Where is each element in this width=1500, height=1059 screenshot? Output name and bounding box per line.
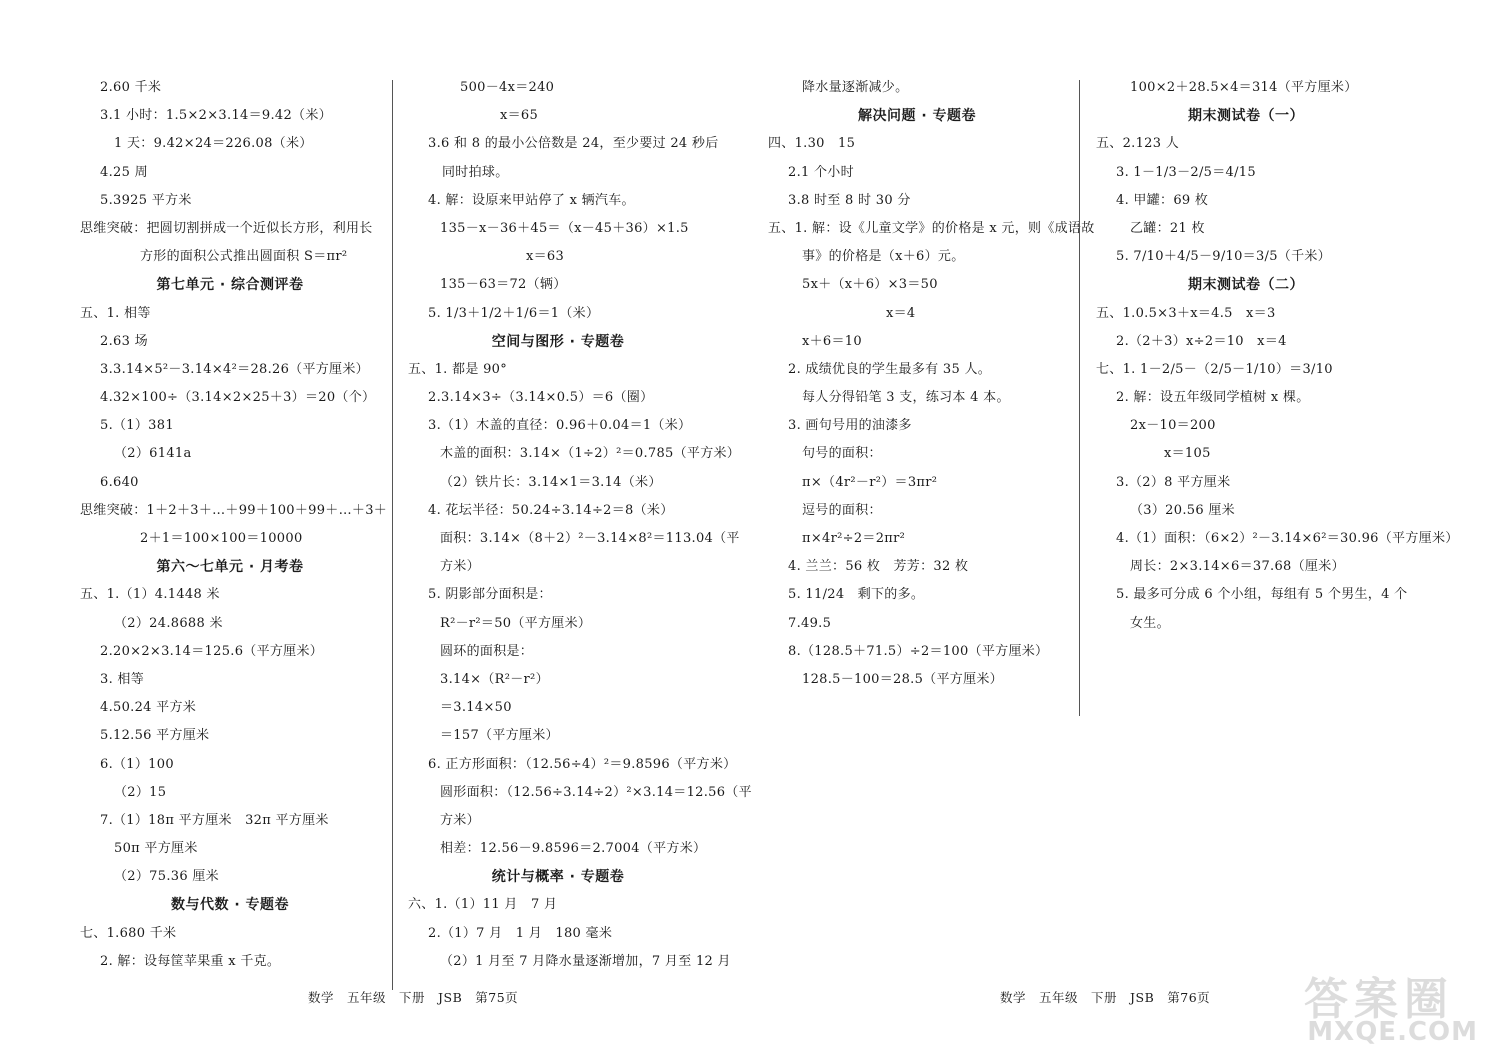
- answer-line: 方形的面积公式推出圆面积 S＝πr²: [140, 249, 348, 265]
- answer-line: 3.6 和 8 的最小公倍数是 24，至少要过 24 秒后: [428, 136, 719, 152]
- answer-line: 128.5－100＝28.5（平方厘米）: [802, 671, 1003, 687]
- answer-line: 7.49.5: [788, 615, 832, 631]
- answer-line: R²－r²＝50（平方厘米）: [440, 615, 592, 631]
- answer-line: 乙罐：21 枚: [1130, 220, 1205, 236]
- answer-line: （2）75.36 厘米: [114, 869, 219, 885]
- answer-line: 3.8 时至 8 时 30 分: [788, 192, 911, 208]
- answer-line: 四、1.30 15: [768, 136, 856, 152]
- answer-line: 方米）: [440, 559, 480, 575]
- answer-line: 5. 最多可分成 6 个小组，每组有 5 个男生，4 个: [1116, 587, 1408, 603]
- answer-line: 2.63 场: [100, 333, 148, 349]
- answer-line: 面积：3.14×（8＋2）²－3.14×8²＝113.04（平: [440, 531, 740, 546]
- answer-line: （2）铁片长：3.14×1＝3.14（米）: [440, 474, 662, 490]
- answer-line: 2.3.14×3÷（3.14×0.5）＝6（圈）: [428, 390, 654, 406]
- watermark-url: MXQE.COM: [1307, 1017, 1478, 1047]
- section-heading: 第七单元 · 综合测评卷: [156, 277, 304, 294]
- answer-line: 3.1 小时：1.5×2×3.14＝9.42（米）: [100, 108, 332, 124]
- answer-line: 1 天：9.42×24＝226.08（米）: [114, 136, 313, 152]
- section-heading: 解决问题 · 专题卷: [857, 108, 977, 125]
- section-heading: 数与代数 · 专题卷: [170, 897, 290, 914]
- answer-line: 2. 解：设每筐苹果重 x 千克。: [100, 953, 281, 969]
- column-divider: [1079, 80, 1080, 716]
- answer-column-4: [1096, 74, 1459, 638]
- section-heading: 空间与图形 · 专题卷: [491, 333, 625, 350]
- answer-line: x＝105: [1164, 446, 1211, 462]
- answer-line: π×（4r²－r²）＝3πr²: [802, 474, 938, 490]
- answer-line: 6. 正方形面积：（12.56÷4）²＝9.8596（平方米）: [428, 756, 737, 772]
- watermark-text: 答案圈: [1304, 974, 1454, 1025]
- answer-line: 六、1.（1）11 月 7 月: [408, 897, 558, 913]
- answer-line: π×4r²÷2＝2πr²: [802, 531, 906, 546]
- answer-line: 4. 花坛半径：50.24÷3.14÷2＝8（米）: [428, 502, 674, 518]
- answer-line: 3.3.14×5²－3.14×4²＝28.26（平方厘米）: [100, 361, 369, 377]
- answer-line: 5.（1）381: [100, 418, 174, 434]
- answer-line: 3.（1）木盖的直径：0.96＋0.04＝1（米）: [428, 418, 692, 434]
- page-footer: 数学 五年级 下册 JSB 第76页: [1000, 990, 1211, 1005]
- watermark-logo: [1292, 959, 1482, 1051]
- answer-line: 2.（1）7 月 1 月 180 毫米: [428, 925, 613, 941]
- answer-line: 五、1.0.5×3＋x＝4.5 x＝3: [1096, 305, 1276, 321]
- answer-line: 2. 成绩优良的学生最多有 35 人。: [788, 361, 992, 377]
- answer-line: 五、2.123 人: [1096, 136, 1180, 152]
- answer-line: （3）20.56 厘米: [1130, 502, 1235, 518]
- answer-line: x＝4: [886, 305, 916, 321]
- answer-line: 5. 1/3＋1/2＋1/6＝1（米）: [428, 305, 600, 321]
- answer-column-3: [768, 74, 1095, 694]
- section-heading: 期末测试卷（一）: [1188, 108, 1304, 125]
- answer-line: （2）1 月至 7 月降水量逐渐增加，7 月至 12 月: [440, 953, 731, 969]
- answer-line: 同时拍球。: [442, 164, 509, 180]
- answer-line: 5.12.56 平方厘米: [100, 728, 210, 744]
- answer-line: 4.32×100÷（3.14×2×25＋3）＝20（个）: [100, 390, 376, 406]
- answer-line: 圆环的面积是：: [440, 643, 534, 659]
- answer-line: x＝63: [526, 249, 565, 265]
- answer-line: 3.（2）8 平方厘米: [1116, 474, 1231, 490]
- answer-line: 五、1.（1）4.1448 米: [80, 587, 220, 603]
- answer-line: 4. 甲罐：69 枚: [1116, 192, 1209, 208]
- answer-column-2: [408, 74, 752, 976]
- column-divider: [392, 80, 393, 990]
- answer-line: 6.（1）100: [100, 756, 174, 772]
- answer-column-1: [80, 74, 388, 976]
- answer-line: 五、1. 相等: [80, 305, 151, 321]
- answer-line: 5. 11/24 剩下的多。: [788, 587, 925, 603]
- section-heading: 统计与概率 · 专题卷: [491, 869, 625, 886]
- answer-line: （2）6141a: [114, 446, 192, 462]
- section-heading: 期末测试卷（二）: [1188, 277, 1304, 294]
- answer-line: 4.25 周: [100, 164, 148, 180]
- answer-line: 2.20×2×3.14＝125.6（平方厘米）: [100, 643, 324, 659]
- answer-line: 5x＋（x＋6）×3＝50: [802, 277, 938, 293]
- answer-line: 4.50.24 平方米: [100, 700, 197, 716]
- answer-line: 2x－10＝200: [1130, 418, 1216, 434]
- answer-line: 思维突破：把圆切割拼成一个近似长方形，利用长: [80, 220, 373, 236]
- answer-line: 事》的价格是（x＋6）元。: [802, 249, 965, 265]
- answer-line: 100×2＋28.5×4＝314（平方厘米）: [1130, 80, 1358, 95]
- answer-line: ＝3.14×50: [440, 700, 512, 716]
- answer-line: 4.（1）面积：（6×2）²－3.14×6²＝30.96（平方厘米）: [1116, 531, 1459, 546]
- answer-line: 方米）: [440, 812, 480, 828]
- answer-line: 七、1.680 千米: [80, 925, 177, 941]
- answer-line: ＝157（平方厘米）: [440, 728, 559, 744]
- answer-line: 2＋1＝100×100＝10000: [140, 531, 303, 546]
- answer-line: 2.（2＋3）x÷2＝10 x＝4: [1116, 333, 1287, 349]
- answer-line: 135－63＝72（辆）: [440, 277, 567, 293]
- answer-line: 5. 7/10＋4/5－9/10＝3/5（千米）: [1116, 249, 1331, 265]
- answer-line: （2）15: [114, 784, 167, 800]
- answer-line: 女生。: [1130, 615, 1170, 631]
- answer-line: 6.640: [100, 474, 139, 490]
- answer-line: 135－x－36＋45＝（x－45＋36）×1.5: [440, 220, 689, 236]
- answer-line: 2.1 个小时: [788, 164, 854, 180]
- answer-line: 五、1. 都是 90°: [408, 361, 508, 377]
- answer-line: 思维突破：1＋2＋3＋…＋99＋100＋99＋…＋3＋: [80, 502, 388, 518]
- answer-line: 4. 兰兰：56 枚 芳芳：32 枚: [788, 559, 969, 575]
- section-heading: 第六～七单元 · 月考卷: [156, 559, 304, 576]
- answer-line: 2. 解：设五年级同学植树 x 棵。: [1116, 390, 1310, 406]
- answer-line: 圆形面积：（12.56÷3.14÷2）²×3.14＝12.56（平: [440, 784, 752, 800]
- answer-line: x＝65: [500, 108, 539, 124]
- answer-line: （2）24.8688 米: [114, 615, 223, 631]
- answer-line: 七、1. 1－2/5－（2/5－1/10）＝3/10: [1096, 361, 1333, 377]
- answer-line: 5. 阴影部分面积是：: [428, 587, 552, 603]
- answer-line: 五、1. 解：设《儿童文学》的价格是 x 元，则《成语故: [768, 220, 1095, 236]
- answer-line: 8.（128.5＋71.5）÷2＝100（平方厘米）: [788, 643, 1049, 659]
- page-footer: 数学 五年级 下册 JSB 第75页: [308, 990, 519, 1005]
- answer-line: 3. 相等: [100, 671, 145, 687]
- answer-line: 3.14×（R²－r²）: [440, 671, 549, 687]
- answer-line: 句号的面积：: [802, 446, 882, 462]
- answer-line: 3. 1－1/3－2/5＝4/15: [1116, 164, 1256, 180]
- answer-line: 7.（1）18π 平方厘米 32π 平方厘米: [100, 812, 329, 828]
- answer-line: 逗号的面积：: [802, 502, 882, 518]
- answer-line: 木盖的面积：3.14×（1÷2）²＝0.785（平方米）: [440, 446, 741, 462]
- answer-line: 500－4x＝240: [460, 80, 555, 95]
- answer-line: 2.60 千米: [100, 80, 162, 95]
- answer-line: 3. 画句号用的油漆多: [788, 418, 912, 434]
- answer-line: 周长：2×3.14×6＝37.68（厘米）: [1130, 559, 1345, 575]
- answer-line: 5.3925 平方米: [100, 192, 192, 208]
- answer-line: 4. 解：设原来甲站停了 x 辆汽车。: [428, 192, 635, 208]
- answer-line: 相差：12.56－9.8596＝2.7004（平方米）: [440, 841, 707, 857]
- answer-line: 每人分得铅笔 3 支，练习本 4 本。: [802, 390, 1010, 406]
- answer-line: x＋6＝10: [802, 333, 862, 349]
- answer-line: 50π 平方厘米: [114, 841, 198, 857]
- answer-line: 降水量逐渐减少。: [802, 80, 909, 95]
